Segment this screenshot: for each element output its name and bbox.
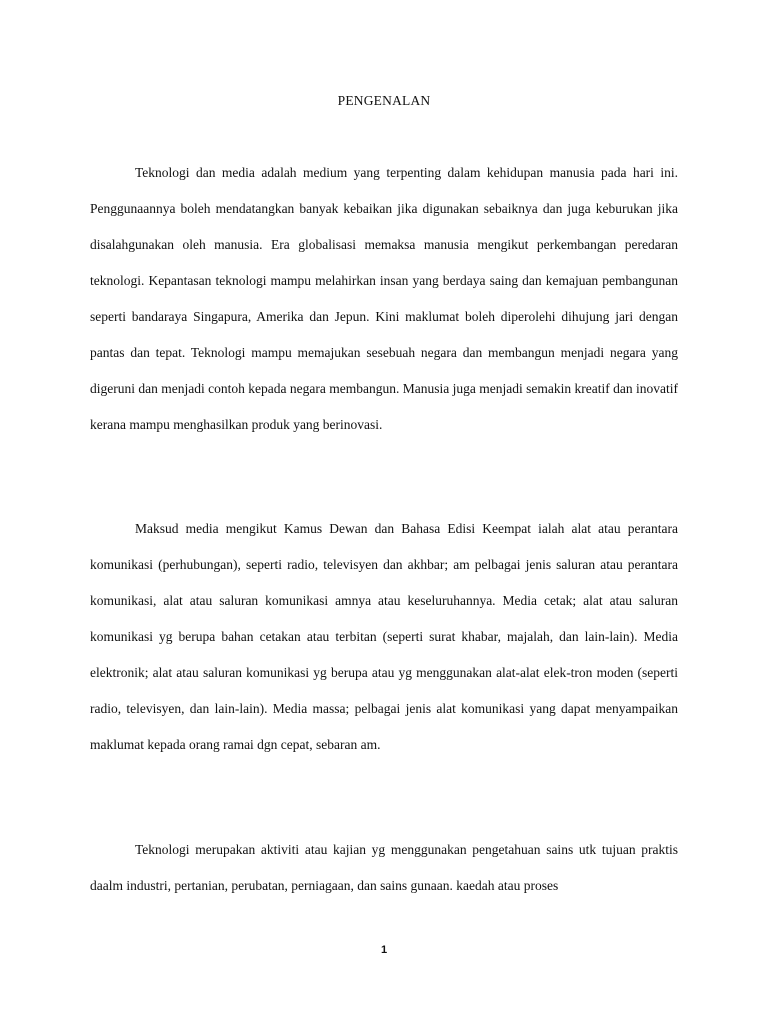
paragraph-media-definition: Maksud media mengikut Kamus Dewan dan Bahasa Edisi Keempat ialah alat atau perantara komunikasi (perhubungan), seperti radio, televisyen dan akhbar; am pelbagai jenis saluran atau perantara komunikasi, alat atau saluran komunikasi amnya atau keseluruhannya. Media cetak; alat atau saluran komunikasi yg berupa bahan cetakan atau terbitan (seperti surat khabar, majalah, dan lain-lain). Media elektronik; alat atau saluran komunikasi yg berupa atau yg menggunakan alat-alat elek-tron moden (seperti radio, televisyen, dan lain-lain). Media massa; pelbagai jenis alat komunikasi yang dapat menyampaikan maklumat kepada orang ramai dgn cepat, sebaran am.	[90, 521, 678, 752]
page-number: 1	[380, 944, 388, 956]
page-title: PENGENALAN	[337, 93, 431, 108]
paragraph-technology-definition: Teknologi merupakan aktiviti atau kajian yg menggunakan pengetahuan sains utk tujuan praktis daalm industri, pertanian, perubatan, perniagaan, dan sains gunaan. kaedah atau proses	[90, 842, 678, 893]
paragraph-introduction: Teknologi dan media adalah medium yang terpenting dalam kehidupan manusia pada hari ini. Penggunaannya boleh mendatangkan banyak kebaikan jika digunakan sebaiknya dan juga keburukan jika disalahgunakan oleh manusia. Era globalisasi memaksa manusia mengikut perkembangan peredaran teknologi. Kepantasan teknologi mampu melahirkan insan yang berdaya saing dan kemajuan pembangunan seperti bandaraya Singapura, Amerika dan Jepun. Kini maklumat boleh diperolehi dihujung jari dengan pantas dan tepat. Teknologi mampu memajukan sesebuah negara dan membangun menjadi negara yang digeruni dan menjadi contoh kepada negara membangun. Manusia juga menjadi semakin kreatif dan inovatif kerana mampu menghasilkan produk yang berinovasi.	[90, 165, 678, 432]
